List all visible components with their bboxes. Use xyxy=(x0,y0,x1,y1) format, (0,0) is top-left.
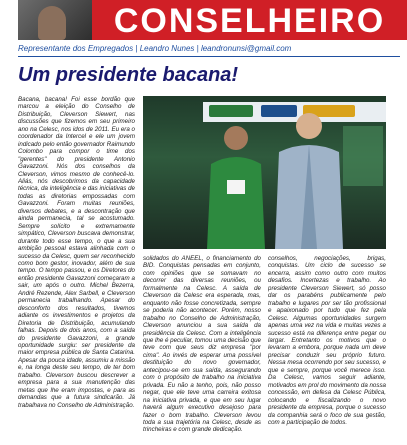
article-column-1: Bacana, bacana! Foi esse bordão que marcou a eleição do Conselho de Distribuição, Cleverson Siewert, nas discussões que fizemos em seu primeiro ano na Celesc, nos idos de 2011. Eu era o coordenador da Intercel e ele um jovem indicado pelo então governador Raimundo Colombo para compor o time dos "gerentes" do presidente Antonio Gavazzoni. Nós dos conselhos da Cleverson, vimos mesmo de conhecê-lo. Aliás, nós descobrimos da capacidade técnica, da inteligência e das iniciativas de todas as diretorias empossadas com Gavazzoni. Foram muitas reuniões, diversos debates, e a descontração que ainda permanecia, tal se acostumado. Sempre solícito e extremamente simpático, Cleverson buscava demonstrar, durante todo esse tempo, o que a sua ambição pessoal estava alinhada com o sucesso da Celesc, quem ser reconhecido como bom gestor, inovador, além de sua tempo. O tempo passou, e os Diretores do então presidente Gavazzoni começaram a sair, um após o outro. Michel Bezerra, André Rezende, Alex Sarbell, e Cleverson permanecia trabalhando. Apesar do desconforto dos resultados, tivemos adiante os investimentos e projetos da Diretoria de Distribuição, acumulando falhas. Depois de dois anos, com a saída do presidente Gavazzoni, a grande oportunidade surgiu: ser presidente da maior empresa pública de Santa Catarina. Apesar da pouca idade, assumiu a missão e, na longa deste seu tempo, de ter bom trabalho. Cleverson buscou descrever a empresa para a sua manutenção das metas que lhe eram impostas, e para as demandas que a futura sindicarão. Já trabalhava no Conselho de Administração. xyxy=(18,96,135,409)
article-headline: Um presidente bacana! xyxy=(18,64,239,86)
column-title: CONSELHEIRO xyxy=(113,2,386,40)
background-screen xyxy=(343,126,383,186)
article-column-2: solidados do ANEEL, o financiamento do BID. Conquistas pensadas em conjunto, com opiniões que se somavam no decorrer das diversas reuniões, ou formalmente na Celesc. A saída de Cleverson da Celesc era esperada, mas, enquanto não fosse concretizada, sempre se poderia não acontecer. Porém, nosso trabalho no Conselho de Administração, Cleverson anunciou a sua saída da presidência da Celesc. Com a inteligência que lhe é peculiar, tomou uma decisão que teve com que seus diz empresa "por cima". Ao invés de esperar uma possível destituição do novo governador, antecipou-se em sua saída, assegurando com o propósito de trabalho na iniciativa privada. Eu não a tenho, pois, não posso negar, que ele teve uma carreira exitosa na iniciativa privada, e que em seu lugar haverá algum executivo desejoso para fazer o bom trabalho. Cleverson levou toda a sua trajetória na Celesc, desde as trincheiras e com grande dedicação. xyxy=(143,255,261,434)
sponsor-logo xyxy=(209,105,253,117)
author-byline: Representante dos Empregados | Leandro Nunes | leandronunsi@gmail.com xyxy=(18,44,292,53)
article-photo xyxy=(143,96,386,249)
article-column-3: conselhos, negociações, brigas, conquistas. Um ciclo de sucesso se encerra, assim como outro com muitos desafios. Incertezas e trabalho. Ao presidente Cleverson Siewert, só posso dar os parabéns publicamente pelo trabalho e lugares por ser tão profissional e apaixonado por tudo que fez pela Celesc. Algumas oportunidades surgem apenas uma vez na vida e muitas vezes a sucesso está na diferença entre pegar ou largar. Entretanto os motivos que o levaram a embora, porque nada um deve precisar conduzir seu próprio futuro. Nessa mesa ocorrendo por seu sucesso, e que e sempre, porque você merece isso. Da Celesc, vamos seguir adiante, motivados em prol do movimento da nossa concessão, em defesa da Celesc Pública, colocando e fiscalizando o novo presidente da empresa, porque o sucesso da companhia será o foco de sua gestão, com a participação de todos. xyxy=(268,255,386,426)
columnist-photo xyxy=(18,0,92,40)
person-left-figure xyxy=(201,120,271,249)
header-divider xyxy=(18,56,400,57)
masthead xyxy=(0,0,407,42)
person-right-figure xyxy=(271,108,347,249)
